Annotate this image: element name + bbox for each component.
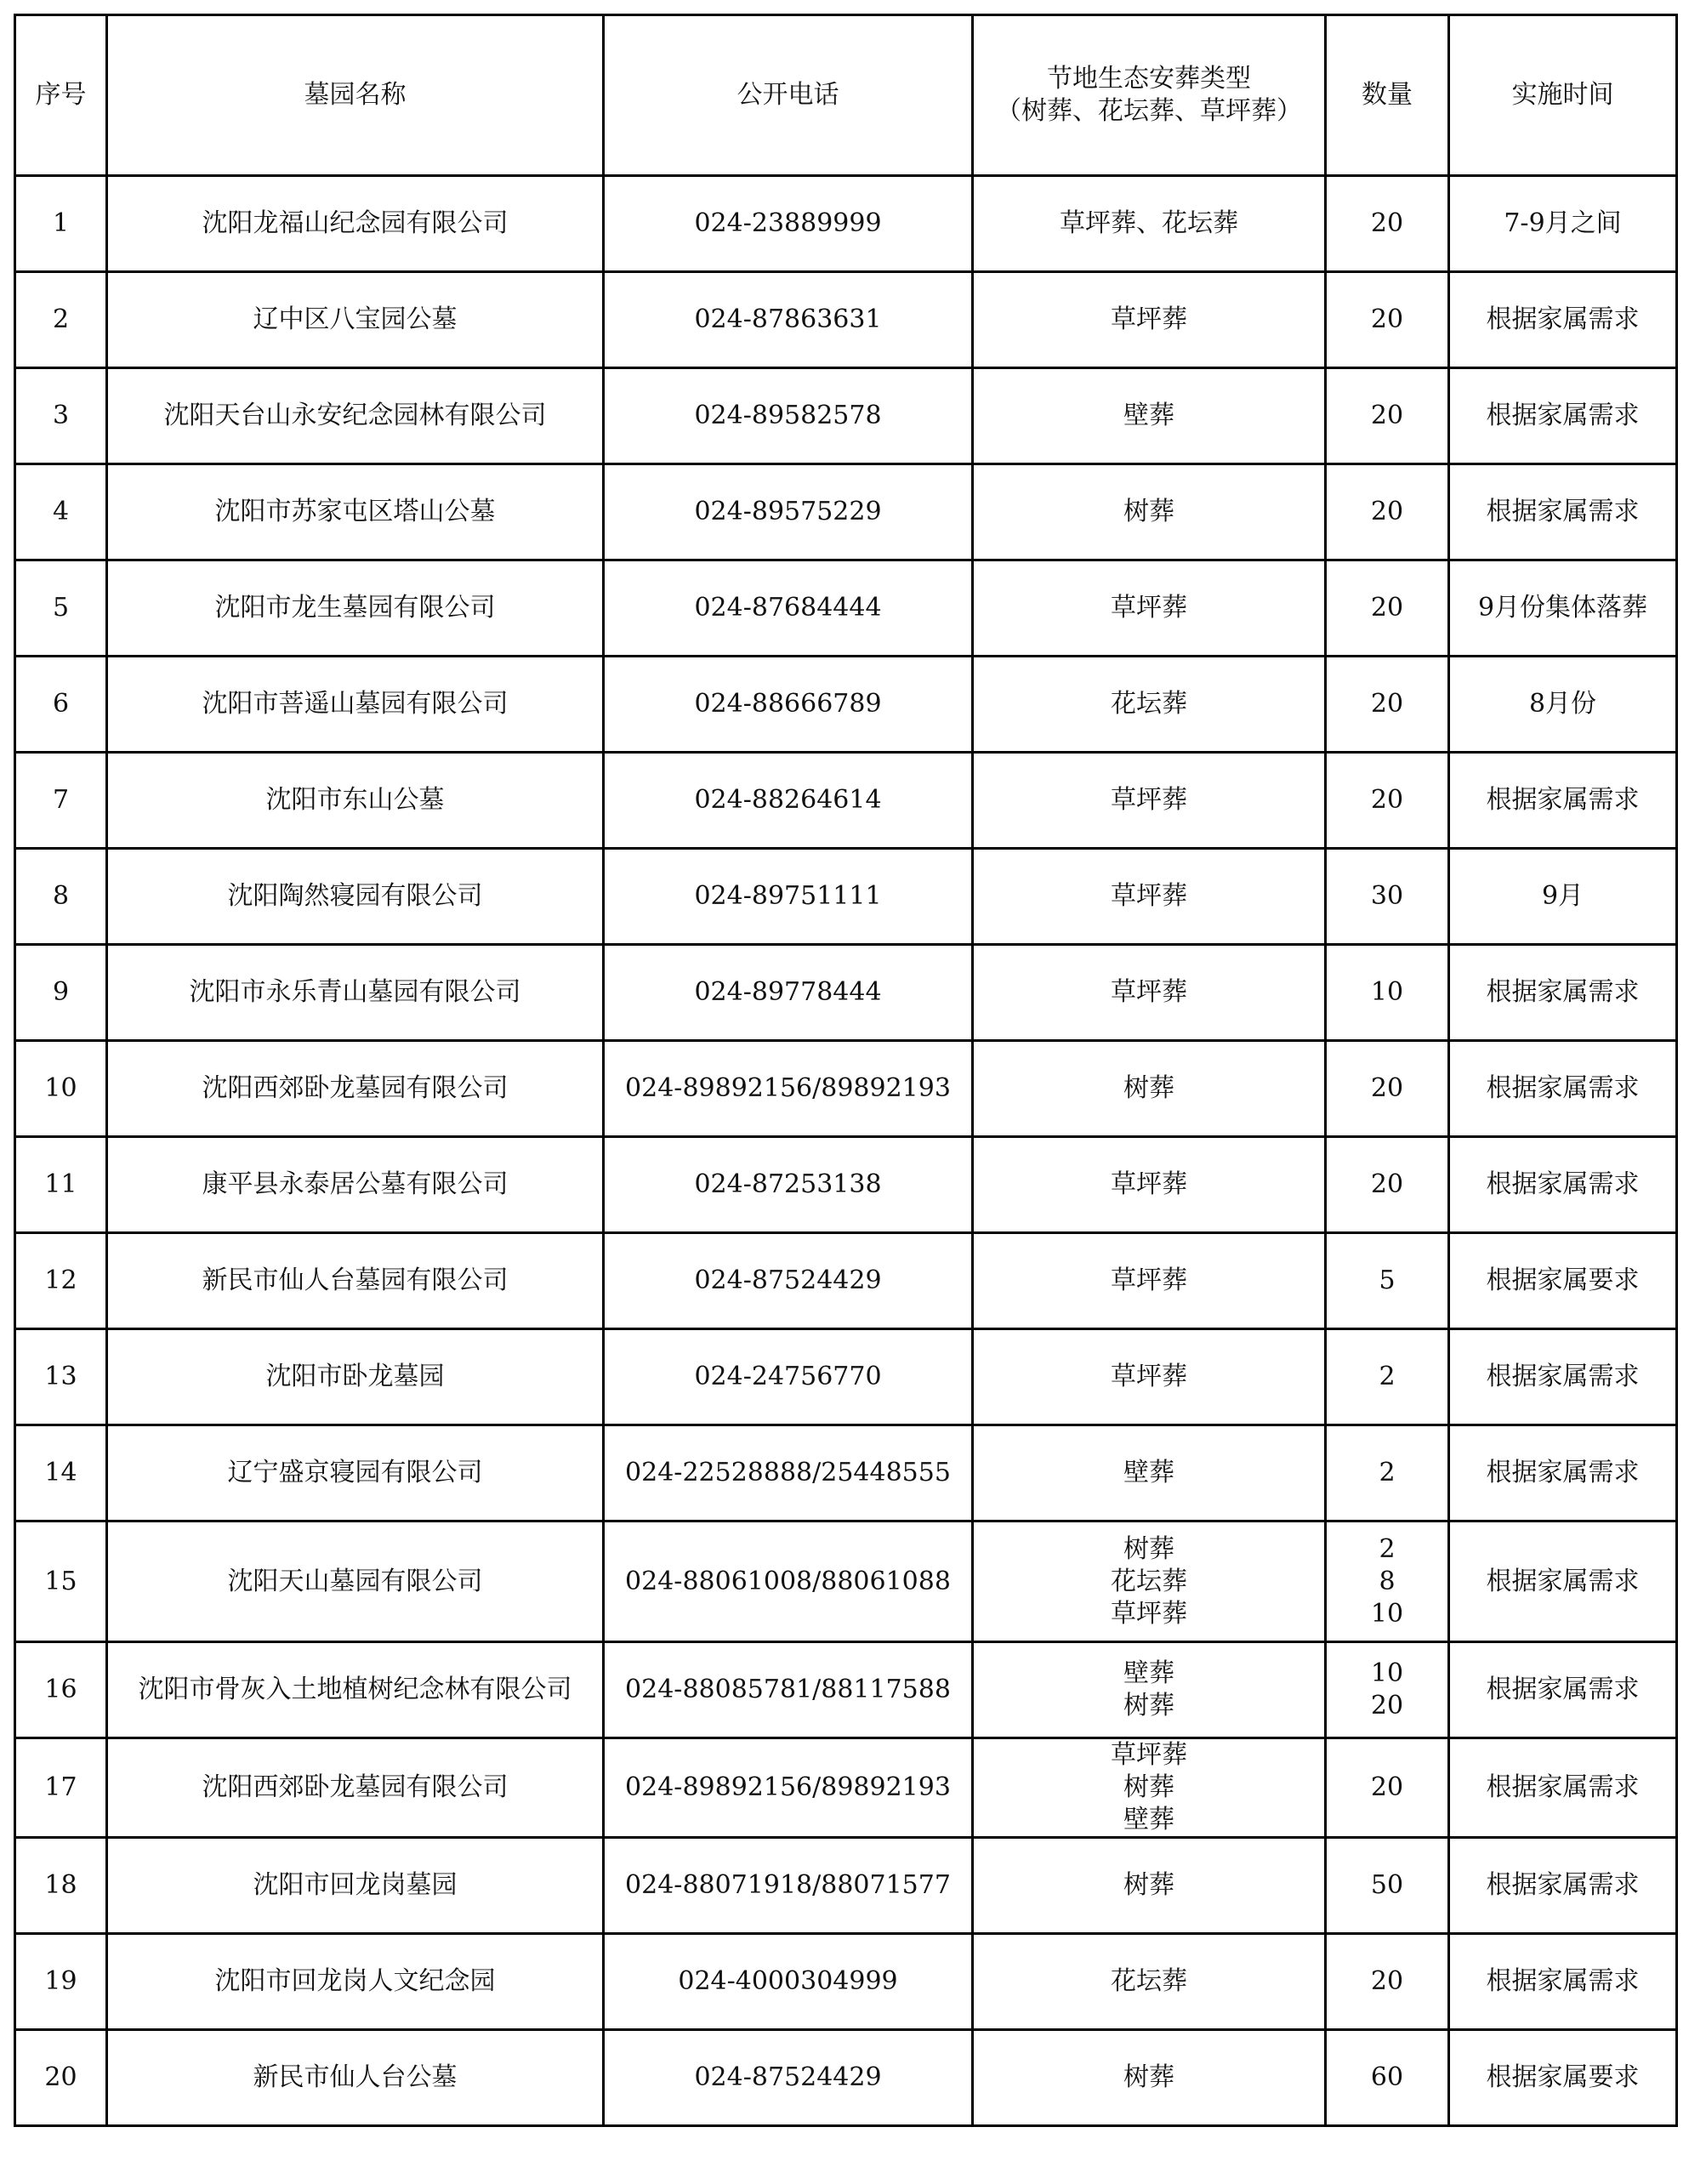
cell-type bbox=[973, 272, 1326, 368]
cell-quantity bbox=[1326, 2030, 1449, 2126]
header-name: 墓园名称 bbox=[107, 15, 604, 176]
cell-time: 根据家属需求 bbox=[1449, 272, 1677, 368]
cell-index: 9 bbox=[15, 945, 107, 1041]
table-row bbox=[15, 657, 1677, 753]
quantity-line: 20 bbox=[1370, 1073, 1404, 1103]
cell-name: 新民市仙人台公墓 bbox=[107, 2030, 604, 2126]
cell-quantity bbox=[1326, 272, 1449, 368]
quantity-line: 20 bbox=[1370, 497, 1404, 526]
cell-name: 辽宁盛京寝园有限公司 bbox=[107, 1425, 604, 1521]
quantity-line: 5 bbox=[1379, 1265, 1396, 1295]
cell-name: 康平县永泰居公墓有限公司 bbox=[107, 1137, 604, 1233]
quantity-line: 20 bbox=[1370, 1772, 1404, 1802]
cell-time: 根据家属需求 bbox=[1449, 1137, 1677, 1233]
cell-type bbox=[973, 1934, 1326, 2030]
cell-time: 根据家属需求 bbox=[1449, 1838, 1677, 1934]
quantity-line: 2 bbox=[1379, 1533, 1396, 1564]
cell-phone: 024-87524429 bbox=[604, 2030, 973, 2126]
cell-type bbox=[973, 2030, 1326, 2126]
cell-type bbox=[973, 1233, 1326, 1329]
type-line: 树葬 bbox=[1123, 1772, 1174, 1802]
table-row bbox=[15, 849, 1677, 945]
table-row bbox=[15, 753, 1677, 849]
cell-phone: 024-88264614 bbox=[604, 753, 973, 849]
cell-type bbox=[973, 753, 1326, 849]
cell-time: 根据家属要求 bbox=[1449, 2030, 1677, 2126]
quantity-line: 8 bbox=[1379, 1566, 1396, 1596]
quantity-line: 20 bbox=[1370, 304, 1404, 334]
table-row bbox=[15, 560, 1677, 657]
type-line: 草坪葬 bbox=[1111, 785, 1187, 815]
quantity-line: 20 bbox=[1370, 401, 1404, 430]
cell-name: 沈阳市骨灰入土地植树纪念林有限公司 bbox=[107, 1642, 604, 1738]
cell-index: 5 bbox=[15, 560, 107, 657]
cell-time: 8月份 bbox=[1449, 657, 1677, 753]
cell-quantity bbox=[1326, 560, 1449, 657]
header-time: 实施时间 bbox=[1449, 15, 1677, 176]
quantity-line: 20 bbox=[1370, 593, 1404, 623]
cell-name: 沈阳天山墓园有限公司 bbox=[107, 1521, 604, 1642]
cell-index: 18 bbox=[15, 1838, 107, 1934]
cell-name: 沈阳西郊卧龙墓园有限公司 bbox=[107, 1738, 604, 1838]
cell-phone: 024-88085781/88117588 bbox=[604, 1642, 973, 1738]
type-line: 草坪葬 bbox=[1111, 1169, 1187, 1199]
cell-name: 沈阳龙福山纪念园有限公司 bbox=[107, 176, 604, 272]
cell-type bbox=[973, 176, 1326, 272]
cell-quantity bbox=[1326, 1642, 1449, 1738]
quantity-line: 20 bbox=[1370, 785, 1404, 815]
cell-quantity bbox=[1326, 1934, 1449, 2030]
table-row bbox=[15, 176, 1677, 272]
type-line: 壁葬 bbox=[1123, 1658, 1174, 1688]
cell-name: 沈阳市回龙岗人文纪念园 bbox=[107, 1934, 604, 2030]
type-line: 草坪葬 bbox=[1111, 1265, 1187, 1295]
cell-phone: 024-89582578 bbox=[604, 368, 973, 464]
type-line: 草坪葬 bbox=[1111, 593, 1187, 623]
type-line: 草坪葬 bbox=[1111, 1598, 1187, 1629]
cell-type bbox=[973, 1425, 1326, 1521]
table-row bbox=[15, 1934, 1677, 2030]
type-line: 花坛葬 bbox=[1111, 1566, 1187, 1596]
cell-time: 根据家属需求 bbox=[1449, 1521, 1677, 1642]
cell-quantity bbox=[1326, 1425, 1449, 1521]
cell-type bbox=[973, 1642, 1326, 1738]
cell-name: 新民市仙人台墓园有限公司 bbox=[107, 1233, 604, 1329]
cell-name: 辽中区八宝园公墓 bbox=[107, 272, 604, 368]
cell-name: 沈阳市龙生墓园有限公司 bbox=[107, 560, 604, 657]
cell-name: 沈阳天台山永安纪念园林有限公司 bbox=[107, 368, 604, 464]
cell-index: 10 bbox=[15, 1041, 107, 1137]
table-row bbox=[15, 2030, 1677, 2126]
cell-quantity bbox=[1326, 368, 1449, 464]
cell-index: 11 bbox=[15, 1137, 107, 1233]
quantity-line: 10 bbox=[1370, 1658, 1404, 1688]
cell-phone: 024-87253138 bbox=[604, 1137, 973, 1233]
cell-quantity bbox=[1326, 753, 1449, 849]
cell-time: 根据家属要求 bbox=[1449, 1233, 1677, 1329]
cell-index: 2 bbox=[15, 272, 107, 368]
header-type-line1: 节地生态安葬类型 bbox=[1047, 64, 1251, 94]
cell-type bbox=[973, 1041, 1326, 1137]
type-line: 草坪葬 bbox=[1111, 1362, 1187, 1391]
table-row bbox=[15, 1329, 1677, 1425]
cell-name: 沈阳市回龙岗墓园 bbox=[107, 1838, 604, 1934]
cell-index: 3 bbox=[15, 368, 107, 464]
cell-quantity bbox=[1326, 1137, 1449, 1233]
table-row bbox=[15, 1425, 1677, 1521]
cell-name: 沈阳陶然寝园有限公司 bbox=[107, 849, 604, 945]
cell-quantity bbox=[1326, 1738, 1449, 1838]
cell-phone: 024-89778444 bbox=[604, 945, 973, 1041]
table-row bbox=[15, 1738, 1677, 1838]
header-index: 序号 bbox=[15, 15, 107, 176]
table-row bbox=[15, 368, 1677, 464]
cell-phone: 024-4000304999 bbox=[604, 1934, 973, 2030]
cell-time: 根据家属需求 bbox=[1449, 1425, 1677, 1521]
cell-type bbox=[973, 1329, 1326, 1425]
cell-index: 15 bbox=[15, 1521, 107, 1642]
quantity-line: 10 bbox=[1370, 1598, 1404, 1629]
cell-name: 沈阳市苏家屯区塔山公墓 bbox=[107, 464, 604, 560]
table-body bbox=[15, 176, 1677, 2126]
table-row bbox=[15, 945, 1677, 1041]
cell-time: 根据家属需求 bbox=[1449, 464, 1677, 560]
cell-type bbox=[973, 849, 1326, 945]
quantity-line: 20 bbox=[1370, 689, 1404, 719]
cell-time: 根据家属需求 bbox=[1449, 1329, 1677, 1425]
cell-quantity bbox=[1326, 1233, 1449, 1329]
type-line: 壁葬 bbox=[1123, 401, 1174, 430]
cell-index: 16 bbox=[15, 1642, 107, 1738]
type-line: 树葬 bbox=[1123, 1073, 1174, 1103]
table-header-row bbox=[15, 15, 1677, 176]
table-row bbox=[15, 464, 1677, 560]
type-line: 树葬 bbox=[1123, 1870, 1174, 1900]
cell-quantity bbox=[1326, 464, 1449, 560]
cell-time: 根据家属需求 bbox=[1449, 945, 1677, 1041]
quantity-line: 20 bbox=[1370, 208, 1404, 238]
type-line: 草坪葬 bbox=[1111, 1740, 1187, 1770]
cell-type bbox=[973, 1738, 1326, 1838]
cell-quantity bbox=[1326, 1838, 1449, 1934]
quantity-line: 20 bbox=[1370, 1169, 1404, 1199]
table-row bbox=[15, 1521, 1677, 1642]
type-line: 树葬 bbox=[1123, 497, 1174, 526]
type-line: 花坛葬 bbox=[1111, 1966, 1187, 1996]
cell-phone: 024-88061008/88061088 bbox=[604, 1521, 973, 1642]
type-line: 草坪葬 bbox=[1111, 977, 1187, 1007]
table-row bbox=[15, 1137, 1677, 1233]
cell-name: 沈阳市菩遥山墓园有限公司 bbox=[107, 657, 604, 753]
cell-quantity bbox=[1326, 657, 1449, 753]
cell-type bbox=[973, 560, 1326, 657]
cell-time: 9月 bbox=[1449, 849, 1677, 945]
cell-type bbox=[973, 368, 1326, 464]
cell-quantity bbox=[1326, 1521, 1449, 1642]
cell-index: 13 bbox=[15, 1329, 107, 1425]
cell-index: 8 bbox=[15, 849, 107, 945]
table-row bbox=[15, 1838, 1677, 1934]
cell-type bbox=[973, 1521, 1326, 1642]
cell-time: 根据家属需求 bbox=[1449, 753, 1677, 849]
cell-index: 6 bbox=[15, 657, 107, 753]
cell-quantity bbox=[1326, 945, 1449, 1041]
cell-type bbox=[973, 1137, 1326, 1233]
cell-name: 沈阳市永乐青山墓园有限公司 bbox=[107, 945, 604, 1041]
cemetery-table bbox=[14, 14, 1678, 2127]
cell-phone: 024-89892156/89892193 bbox=[604, 1041, 973, 1137]
cell-phone: 024-89575229 bbox=[604, 464, 973, 560]
cell-quantity bbox=[1326, 1041, 1449, 1137]
cell-name: 沈阳市东山公墓 bbox=[107, 753, 604, 849]
table-row bbox=[15, 1233, 1677, 1329]
quantity-line: 20 bbox=[1370, 1691, 1404, 1720]
quantity-line: 10 bbox=[1370, 977, 1404, 1007]
quantity-line: 20 bbox=[1370, 1966, 1404, 1996]
cell-index: 20 bbox=[15, 2030, 107, 2126]
cell-index: 14 bbox=[15, 1425, 107, 1521]
cell-phone: 024-89892156/89892193 bbox=[604, 1738, 973, 1838]
cell-phone: 024-22528888/25448555 bbox=[604, 1425, 973, 1521]
cell-phone: 024-87684444 bbox=[604, 560, 973, 657]
cell-type bbox=[973, 464, 1326, 560]
type-line: 草坪葬、花坛葬 bbox=[1060, 208, 1238, 238]
type-line: 花坛葬 bbox=[1111, 689, 1187, 719]
cell-quantity bbox=[1326, 176, 1449, 272]
cell-time: 9月份集体落葬 bbox=[1449, 560, 1677, 657]
quantity-line: 50 bbox=[1370, 1870, 1404, 1900]
table-row bbox=[15, 272, 1677, 368]
type-line: 树葬 bbox=[1123, 1691, 1174, 1720]
cell-name: 沈阳西郊卧龙墓园有限公司 bbox=[107, 1041, 604, 1137]
quantity-line: 2 bbox=[1379, 1458, 1396, 1487]
type-line: 草坪葬 bbox=[1111, 304, 1187, 334]
table-row bbox=[15, 1041, 1677, 1137]
header-quantity: 数量 bbox=[1326, 15, 1449, 176]
cell-name: 沈阳市卧龙墓园 bbox=[107, 1329, 604, 1425]
cell-time: 根据家属需求 bbox=[1449, 1041, 1677, 1137]
quantity-line: 60 bbox=[1370, 2062, 1404, 2092]
cell-type bbox=[973, 657, 1326, 753]
cell-index: 12 bbox=[15, 1233, 107, 1329]
type-line: 树葬 bbox=[1123, 2062, 1174, 2092]
cell-type bbox=[973, 1838, 1326, 1934]
cell-time: 根据家属需求 bbox=[1449, 1738, 1677, 1838]
cell-phone: 024-88666789 bbox=[604, 657, 973, 753]
type-line: 壁葬 bbox=[1123, 1805, 1174, 1834]
cell-phone: 024-89751111 bbox=[604, 849, 973, 945]
header-type-line2: （树葬、花坛葬、草坪葬） bbox=[996, 96, 1302, 126]
quantity-line: 2 bbox=[1379, 1362, 1396, 1391]
cell-time: 根据家属需求 bbox=[1449, 1934, 1677, 2030]
cell-phone: 024-87863631 bbox=[604, 272, 973, 368]
header-phone: 公开电话 bbox=[604, 15, 973, 176]
header-type bbox=[973, 15, 1326, 176]
cell-time: 7-9月之间 bbox=[1449, 176, 1677, 272]
cell-time: 根据家属需求 bbox=[1449, 1642, 1677, 1738]
type-line: 草坪葬 bbox=[1111, 881, 1187, 911]
cell-index: 17 bbox=[15, 1738, 107, 1838]
cell-index: 7 bbox=[15, 753, 107, 849]
cell-index: 19 bbox=[15, 1934, 107, 2030]
cell-quantity bbox=[1326, 1329, 1449, 1425]
cell-index: 4 bbox=[15, 464, 107, 560]
cell-quantity bbox=[1326, 849, 1449, 945]
quantity-line: 30 bbox=[1370, 881, 1404, 911]
cell-index: 1 bbox=[15, 176, 107, 272]
type-line: 树葬 bbox=[1123, 1533, 1174, 1564]
table-row bbox=[15, 1642, 1677, 1738]
cell-type bbox=[973, 945, 1326, 1041]
cell-phone: 024-88071918/88071577 bbox=[604, 1838, 973, 1934]
cell-phone: 024-87524429 bbox=[604, 1233, 973, 1329]
cell-phone: 024-24756770 bbox=[604, 1329, 973, 1425]
cell-phone: 024-23889999 bbox=[604, 176, 973, 272]
cell-time: 根据家属需求 bbox=[1449, 368, 1677, 464]
type-line: 壁葬 bbox=[1123, 1458, 1174, 1487]
